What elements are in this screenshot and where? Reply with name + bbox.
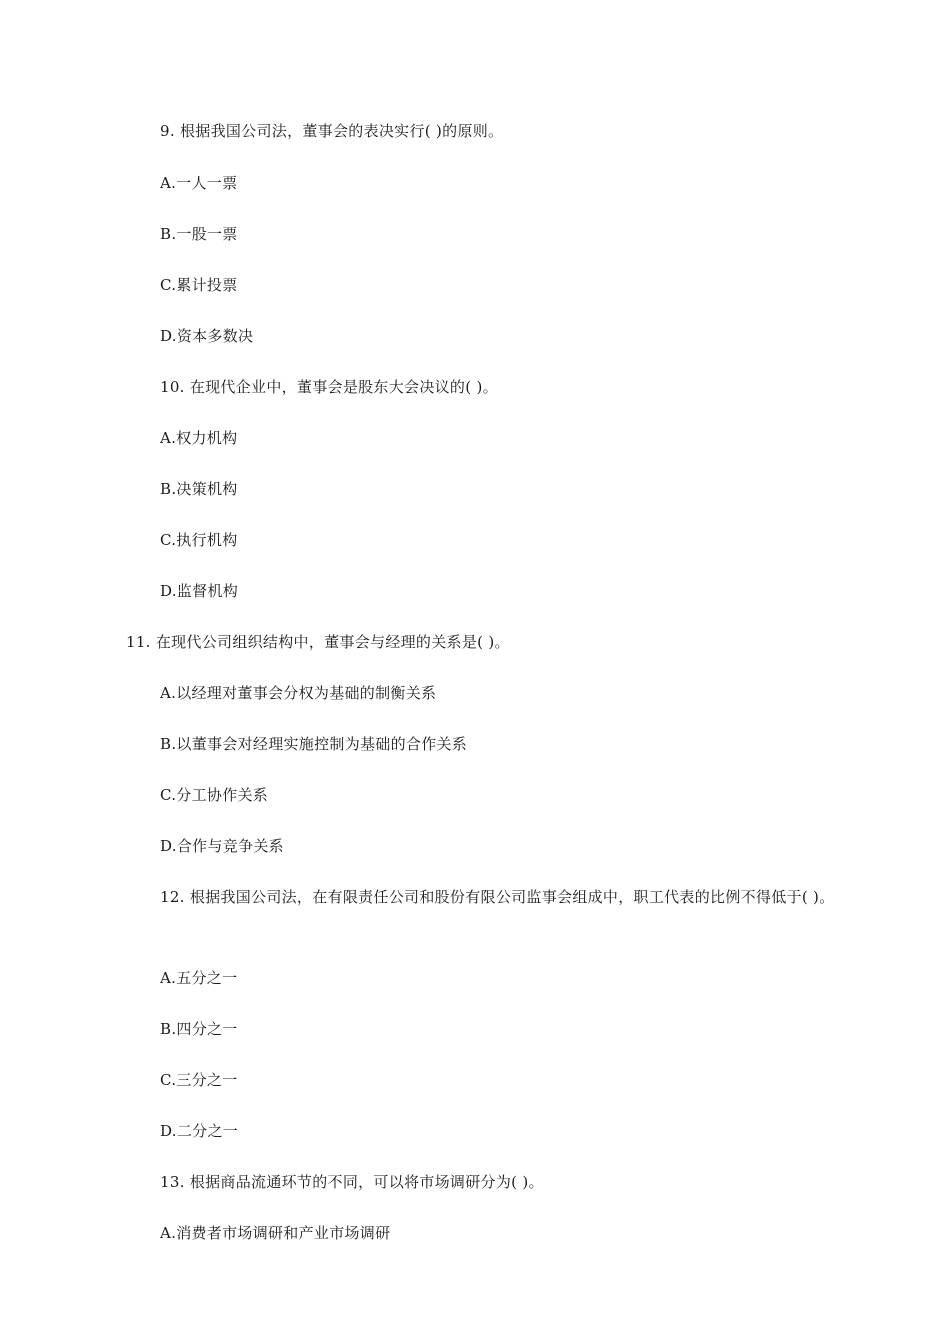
question-13-option-a: A.消费者市场调研和产业市场调研: [160, 1224, 391, 1242]
question-9-option-a: A.一人一票: [160, 174, 238, 192]
question-12-option-c: C.三分之一: [160, 1071, 238, 1089]
question-11-option-a: A.以经理对董事会分权为基础的制衡关系: [160, 684, 437, 702]
question-9-option-c: C.累计投票: [160, 276, 238, 294]
question-11-option-b: B.以董事会对经理实施控制为基础的合作关系: [160, 735, 468, 753]
question-13-stem: 13. 根据商品流通环节的不同，可以将市场调研分为( )。: [160, 1173, 544, 1191]
question-9-stem: 9. 根据我国公司法，董事会的表决实行( )的原则。: [160, 122, 504, 140]
question-10-option-d: D.监督机构: [160, 582, 239, 600]
question-9-option-b: B.一股一票: [160, 225, 238, 243]
question-11-option-d: D.合作与竞争关系: [160, 837, 284, 855]
question-12-option-d: D.二分之一: [160, 1122, 239, 1140]
question-12-option-a: A.五分之一: [160, 969, 238, 987]
question-10-option-a: A.权力机构: [160, 429, 238, 447]
question-9-option-d: D.资本多数决: [160, 327, 254, 345]
question-11-stem: 11. 在现代公司组织结构中，董事会与经理的关系是( )。: [126, 633, 510, 651]
question-10-option-c: C.执行机构: [160, 531, 238, 549]
question-10-option-b: B.决策机构: [160, 480, 238, 498]
question-12-option-b: B.四分之一: [160, 1020, 238, 1038]
question-12-stem: 12. 根据我国公司法，在有限责任公司和股份有限公司监事会组成中，职工代表的比例不得低于( )。: [160, 888, 835, 906]
question-10-stem: 10. 在现代企业中，董事会是股东大会决议的( )。: [160, 378, 498, 396]
question-11-option-c: C.分工协作关系: [160, 786, 269, 804]
